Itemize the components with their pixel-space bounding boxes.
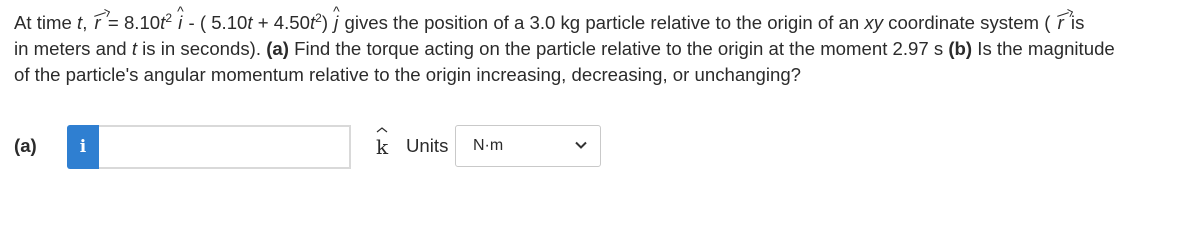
position-vector-symbol-2: r bbox=[1056, 10, 1066, 36]
hat-icon bbox=[376, 127, 388, 133]
units-label: Units bbox=[406, 135, 449, 156]
answer-input[interactable] bbox=[99, 125, 351, 169]
problem-statement bbox=[14, 10, 1186, 88]
j-hat-symbol: ^ j bbox=[333, 10, 339, 36]
info-icon: i bbox=[79, 137, 87, 157]
part-a-label: (a) bbox=[14, 135, 37, 156]
units-dropdown[interactable] bbox=[455, 125, 601, 167]
i-hat-symbol: ^ i bbox=[177, 10, 183, 36]
problem-line-1: At time t, $r = 8.10t^2$ ^ i - ( $5.10t + 4.50t^2$) ^ j gives the position of a 3.0 kg particle relative to the origin of an xy coordinate system ( r is bbox=[14, 10, 1186, 36]
problem-line-3: of the particle's angular momentum relative to the origin increasing, decreasing, or unchanging? bbox=[14, 64, 802, 85]
info-button[interactable] bbox=[67, 125, 99, 169]
position-vector-symbol: r bbox=[93, 10, 103, 36]
k-hat-unit-vector: k bbox=[376, 135, 388, 159]
answer-row-a bbox=[14, 125, 834, 169]
problem-line-2: in meters and t is in seconds). (a) Find the torque acting on the particle relative to the origin at the moment 2.97 s (b) Is the magnitude bbox=[14, 38, 1115, 59]
units-selected-value: N·m bbox=[473, 137, 504, 154]
chevron-down-icon bbox=[574, 138, 588, 152]
